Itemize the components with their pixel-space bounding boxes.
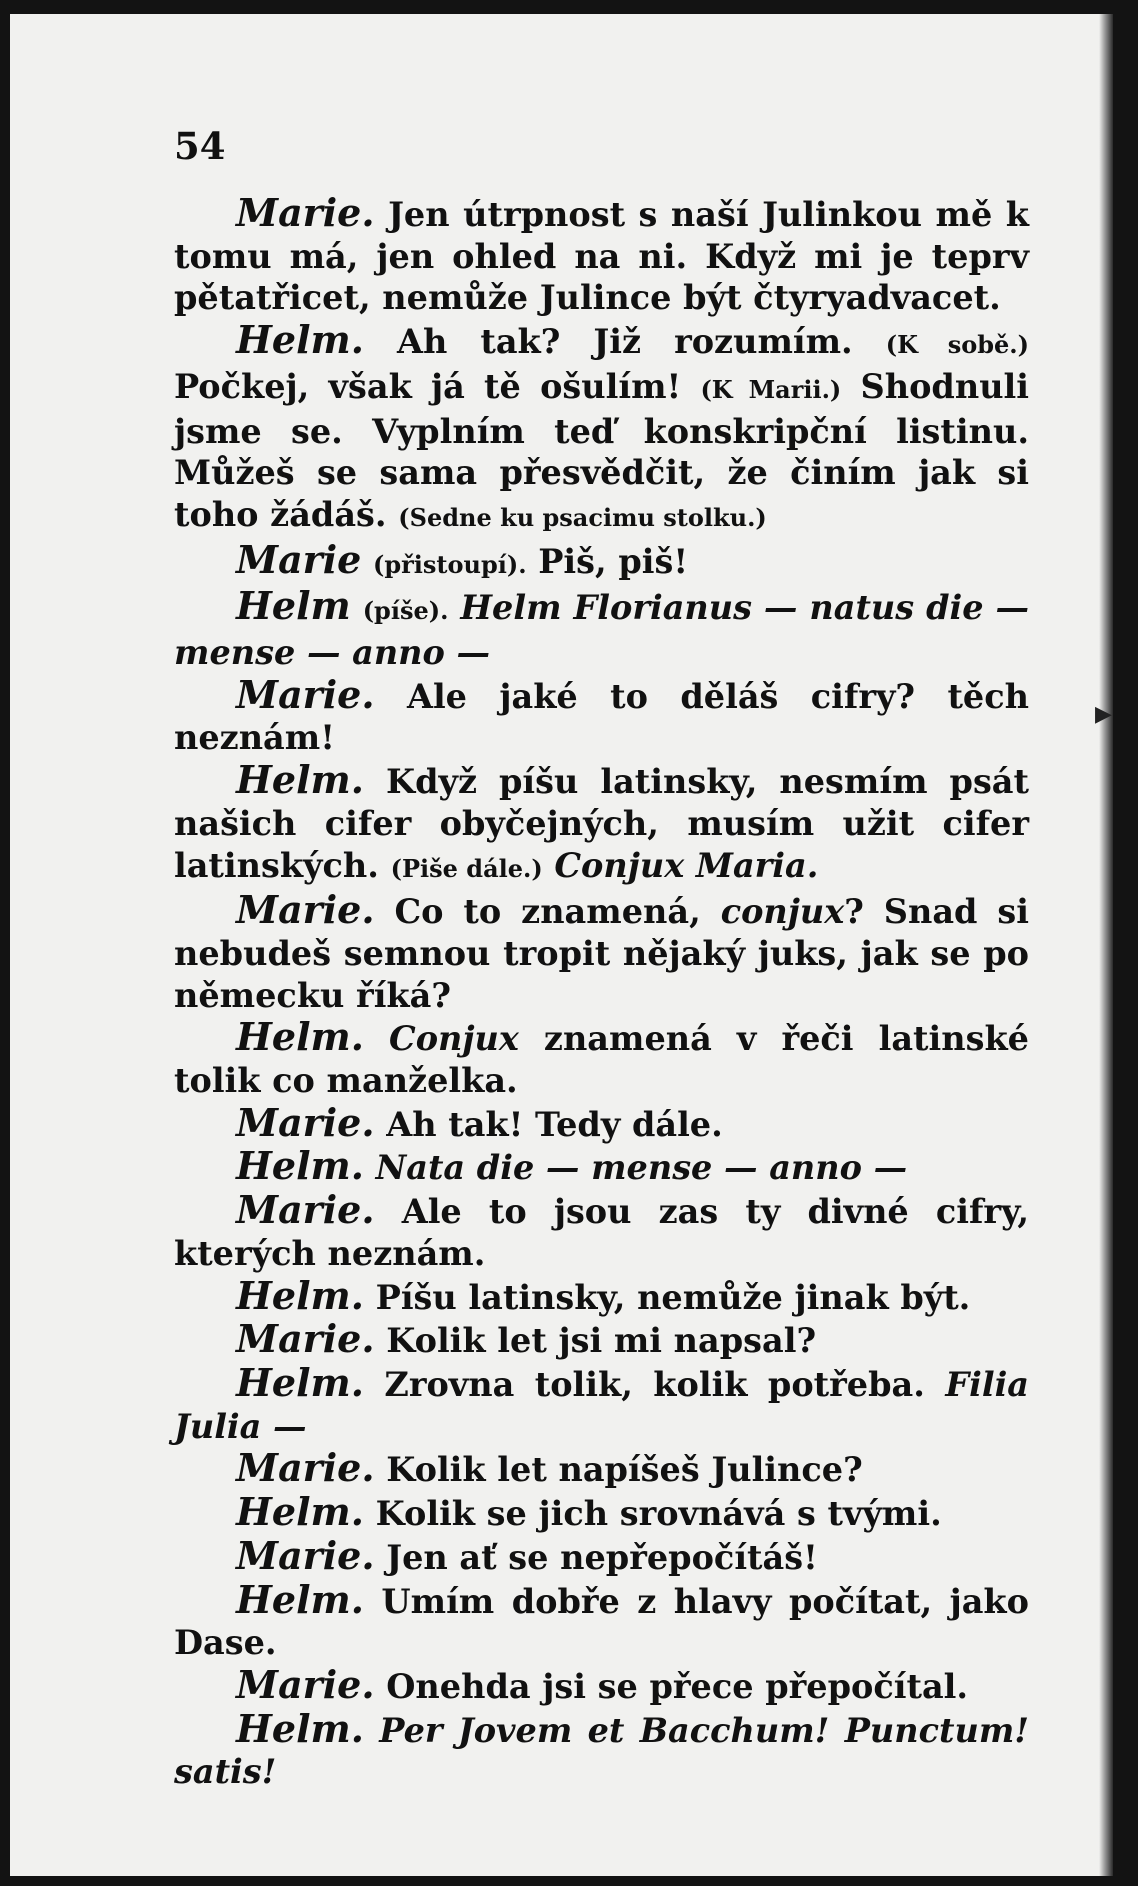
speaker-name: Helm. <box>236 1705 364 1751</box>
dialogue-paragraph <box>174 1318 1029 1362</box>
dialogue-paragraph <box>174 319 1029 539</box>
stage-direction: (Piše dále.) <box>390 853 543 883</box>
speaker-name: Marie. <box>236 1099 375 1145</box>
spoken-text: Jen ať se nepřepočítáš! <box>386 1537 818 1577</box>
dialogue-paragraph <box>174 1705 1029 1793</box>
dialogue-paragraph <box>174 1661 1029 1708</box>
spoken-text: Ah tak? Již rozumím. <box>397 322 853 362</box>
italic-text: Nata die — mense — anno — <box>375 1148 908 1188</box>
spoken-text: Co to znamená, <box>394 892 701 932</box>
speaker-name: Marie <box>236 536 362 582</box>
italic-text: Helm Florianus — natus die — mense — anno — <box>174 588 1029 673</box>
dialogue-paragraph <box>174 192 1029 319</box>
margin-mark-icon: ▶ <box>1095 702 1112 727</box>
italic-text: Filia Julia — <box>174 1364 1029 1446</box>
dialogue-paragraph <box>174 1491 1029 1535</box>
dialogue-paragraph <box>174 1189 1029 1274</box>
spoken-text: Ale to jsou zas ty divné cifry, kterých neznám. <box>174 1192 1029 1273</box>
stage-direction: (K Marii.) <box>700 374 842 404</box>
dialogue-paragraph <box>174 1099 1029 1146</box>
spoken-text: Počkej, však já tě ošulím! <box>174 366 682 406</box>
speaker-name: Helm. <box>236 1143 364 1189</box>
italic-text: Per Jovem et Bacchum! Punctum! satis! <box>174 1710 1029 1792</box>
dialogue-paragraph <box>174 536 1029 586</box>
dialogue-paragraph <box>174 1447 1029 1491</box>
spoken-text: znamená v řeči latinské tolik co manželka. <box>174 1019 1029 1101</box>
stage-direction: (K sobě.) <box>885 330 1030 360</box>
spoken-text: ? Snad si nebudeš semnou tropit nějaký juks, jak se po německu říká? <box>174 892 1029 1015</box>
spoken-text: Onehda jsi se přece přepočítal. <box>386 1666 969 1706</box>
spoken-text: Ah tak! Tedy dále. <box>386 1104 723 1144</box>
italic-text: Conjux Maria. <box>554 845 819 885</box>
dialogue-paragraph <box>174 1576 1029 1664</box>
spoken-text: Jen útrpnost s naší Julinkou mě k tomu má, jen ohled na ni. Když mi je teprv pětatřicet, nemůže Julince být čtyryadvacet. <box>174 195 1029 318</box>
speaker-name: Helm. <box>236 1359 364 1405</box>
dialogue-paragraph <box>174 1532 1029 1579</box>
dialogue-paragraph <box>174 889 1029 1016</box>
spoken-text: Kolik let jsi mi napsal? <box>386 1321 817 1361</box>
spoken-text: Když píšu latinsky, nesmím psát našich cifer obyčejných, musím užit cifer latinských. <box>174 762 1029 885</box>
italic-text: Conjux <box>389 1019 519 1059</box>
book-page <box>10 14 1113 1876</box>
speaker-name: Marie. <box>236 1445 375 1491</box>
spoken-text: Kolik se jich srovnává s tvými. <box>375 1494 942 1534</box>
dialogue-paragraph <box>174 1359 1029 1447</box>
dialogue-paragraph <box>174 759 1029 889</box>
spoken-text: Shodnuli jsme se. Vyplním teď konskripční listinu. Můžeš se sama přesvědčit, že činím jak si toho žádáš. <box>174 366 1029 534</box>
dialogue-text <box>174 192 1029 1793</box>
spoken-text: Kolik let napíšeš Julince? <box>386 1450 863 1490</box>
speaker-name: Helm. <box>236 757 364 803</box>
speaker-name: Marie. <box>236 887 375 933</box>
page-number: 54 <box>174 124 226 168</box>
stage-direction: (píše). <box>362 596 449 626</box>
dialogue-paragraph <box>174 1016 1029 1101</box>
stage-direction: (přistoupí). <box>373 549 527 579</box>
italic-text: conjux <box>720 892 845 932</box>
spoken-text: Píšu latinsky, nemůže jinak být. <box>375 1277 971 1317</box>
stage-direction: (Sedne ku psacimu stolku.) <box>398 502 767 532</box>
speaker-name: Helm. <box>236 1489 364 1535</box>
speaker-name: Marie. <box>236 1532 375 1578</box>
spoken-text: Piš, piš! <box>538 541 689 581</box>
dialogue-paragraph <box>174 1272 1029 1319</box>
spoken-text: Umím dobře z hlavy počítat, jako Dase. <box>174 1581 1029 1663</box>
spoken-text: Zrovna tolik, kolik potřeba. <box>384 1364 925 1404</box>
speaker-name: Helm <box>236 583 351 629</box>
dialogue-paragraph <box>174 671 1029 759</box>
speaker-name: Helm. <box>236 317 364 363</box>
speaker-name: Helm. <box>236 1014 364 1060</box>
page-edge-shadow <box>1099 14 1113 1876</box>
dialogue-paragraph <box>174 585 1029 673</box>
speaker-name: Marie. <box>236 1187 375 1233</box>
speaker-name: Marie. <box>236 671 375 717</box>
speaker-name: Helm. <box>236 1272 364 1318</box>
speaker-name: Helm. <box>236 1576 364 1622</box>
spoken-text: Ale jaké to děláš cifry? těch neznám! <box>174 676 1029 758</box>
speaker-name: Marie. <box>236 190 375 235</box>
dialogue-paragraph <box>174 1145 1029 1189</box>
speaker-name: Marie. <box>236 1661 375 1707</box>
speaker-name: Marie. <box>236 1316 375 1362</box>
